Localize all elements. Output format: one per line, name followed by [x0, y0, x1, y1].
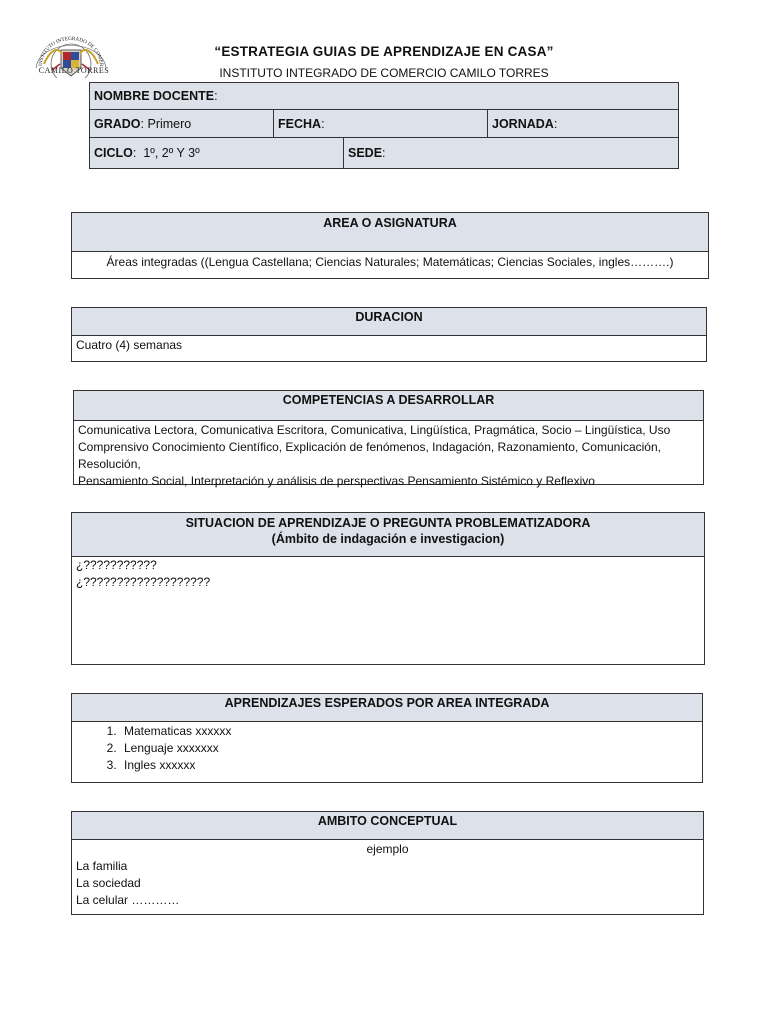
fecha-cell[interactable]: FECHA : — [274, 110, 488, 137]
situacion-section — [71, 512, 705, 665]
ciclo-row — [89, 138, 679, 169]
aprendizajes-section — [71, 693, 703, 783]
docente-row — [89, 82, 679, 110]
ambito-line: La sociedad — [76, 876, 141, 890]
sede-label: SEDE — [348, 146, 383, 160]
duracion-content[interactable]: Cuatro (4) semanas — [76, 338, 183, 352]
docente-label: NOMBRE DOCENTE — [94, 89, 215, 103]
question-line: ¿??????????? — [76, 558, 157, 572]
list-item: 3. Ingles xxxxxx — [120, 757, 702, 774]
ciclo-value: 1º, 2º Y 3º — [136, 146, 200, 160]
area-section — [71, 212, 709, 279]
jornada-label: JORNADA — [492, 116, 554, 131]
jornada-cell[interactable]: JORNADA : — [492, 116, 558, 131]
competencias-line: Pensamiento Social, Interpretación y análisis de perspectivas Pensamiento Sistémico y Reflexivo — [78, 474, 595, 488]
question-line: ¿??????????????????? — [76, 575, 211, 589]
aprendizajes-list — [72, 723, 702, 774]
ciclo-label: CICLO — [94, 146, 133, 160]
aprendizajes-content[interactable] — [72, 722, 702, 774]
duracion-heading: DURACION — [72, 308, 706, 336]
list-item: 2. Lenguaje xxxxxxx — [120, 740, 702, 757]
ambito-heading: AMBITO CONCEPTUAL — [72, 812, 703, 840]
competencias-section — [73, 390, 704, 488]
competencias-content[interactable] — [74, 421, 703, 490]
grado-label: GRADO — [94, 116, 141, 131]
ambito-content[interactable] — [72, 840, 703, 909]
aprendizajes-heading: APRENDIZAJES ESPERADOS POR AREA INTEGRADA — [72, 694, 702, 722]
institution-subtitle: INSTITUTO INTEGRADO DE COMERCIO CAMILO TORRES — [219, 66, 549, 80]
ciclo-cell[interactable]: CICLO : 1º, 2º Y 3º — [90, 138, 344, 168]
fecha-label: FECHA — [278, 116, 322, 131]
duracion-section — [71, 307, 707, 362]
grado-value: Primero — [144, 116, 192, 131]
situacion-content[interactable] — [72, 557, 704, 591]
area-content[interactable]: Áreas integradas ((Lengua Castellana; Ciencias Naturales; Matemáticas; Ciencias Sociales, ingles……….) — [106, 255, 674, 269]
ambito-line: La celular ………… — [76, 893, 180, 907]
document-title: “ESTRATEGIA GUIAS DE APRENDIZAJE EN CASA” — [214, 44, 554, 59]
grado-row — [89, 110, 679, 138]
competencias-line: Comunicativa Lectora, Comunicativa Escritora, Comunicativa, Lingüística, Pragmática, Socio – Lingüística, Uso — [78, 423, 671, 437]
area-heading: AREA O ASIGNATURA — [72, 213, 708, 252]
situacion-heading-line: SITUACION DE APRENDIZAJE O PREGUNTA PROBLEMATIZADORA — [185, 516, 591, 530]
situacion-heading — [72, 513, 704, 557]
situacion-heading-subline: (Ámbito de indagación e investigacion) — [271, 532, 505, 546]
ambito-section — [71, 811, 704, 915]
ambito-example: ejemplo — [366, 842, 409, 856]
ambito-line: La familia — [76, 859, 128, 873]
sede-cell[interactable]: SEDE : — [348, 146, 386, 160]
grado-cell[interactable]: GRADO : Primero — [90, 110, 274, 137]
competencias-line: Comprensivo Conocimiento Científico, Explicación de fenómenos, Indagación, Razonamiento, Comunicación, Resolución, — [78, 440, 661, 471]
competencias-heading: COMPETENCIAS A DESARROLLAR — [74, 391, 703, 421]
teacher-info-table — [89, 82, 679, 169]
list-item: 1. Matematicas xxxxxx — [120, 723, 702, 740]
logo-arc-text: INSTITUTO INTEGRADO DE COMER — [37, 35, 105, 67]
logo-caption: CAMILO TORRES — [38, 66, 110, 75]
docente-cell[interactable]: NOMBRE DOCENTE : — [94, 89, 218, 103]
